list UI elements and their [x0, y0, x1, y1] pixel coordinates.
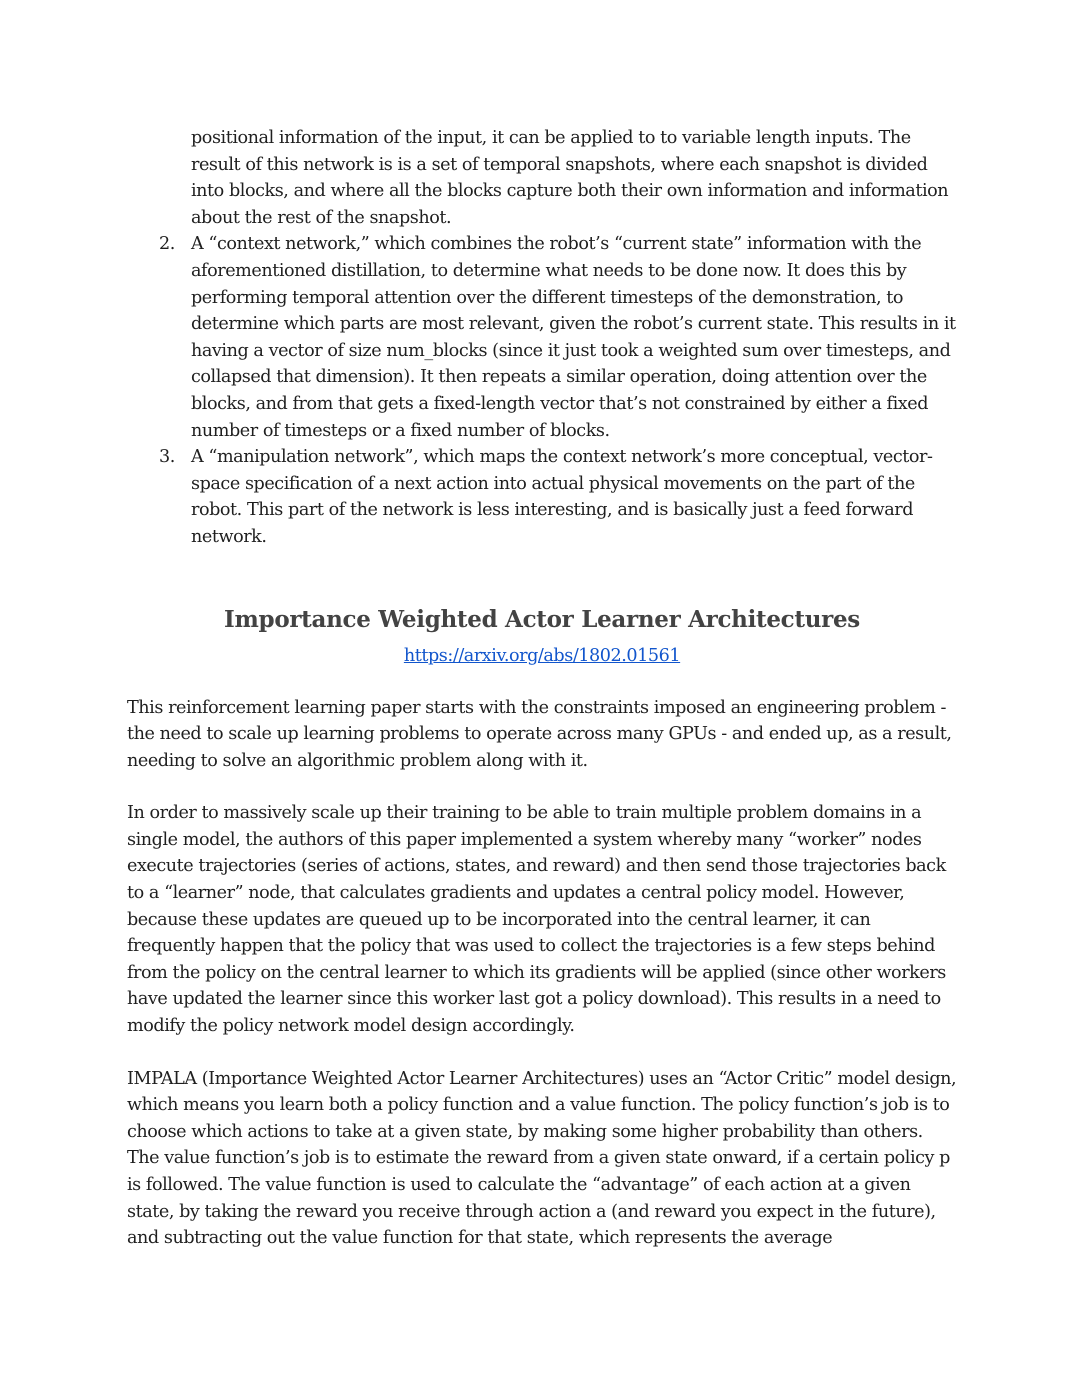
- list-item-2-text: A “context network,” which combines the robot’s “current state” information with the aforementioned distillation, to determine what needs to be done now. It does this by performing temporal attention over the different timesteps of the demonstration, to determine which parts are most relevant, given the robot’s current state. This results in it having a vector of size num_blocks (since it just took a weighted sum over timesteps, and collapsed that dimension). It then repeats a similar operation, doing attention over the blocks, and from that gets a fixed-length vector that’s not constrained by either a fixed number of timesteps or a fixed number of blocks.: [191, 234, 956, 441]
- list-item-2: [127, 231, 957, 444]
- list-item-1-text: positional information of the input, it can be applied to to variable length inputs. The result of this network is is a set of temporal snapshots, where each snapshot is divided into blocks, and where all the blocks capture both their own information and information about the rest of the snapshot.: [191, 128, 949, 228]
- list-item-3: [127, 444, 957, 550]
- paragraph-3: IMPALA (Importance Weighted Actor Learner Architectures) uses an “Actor Critic” model design, which means you learn both a policy function and a value function. The policy function’s job is to choose which actions to take at a given state, by making some higher probability than others. The value function’s job is to estimate the reward from a given state onward, if a certain policy p is followed. The value function is used to calculate the “advantage” of each action at a given state, by taking the reward you receive through action a (and reward you expect in the future), and subtracting out the value function for that state, which represents the average: [127, 1068, 957, 1249]
- paper-link[interactable]: https://arxiv.org/abs/1802.01561: [403, 645, 681, 666]
- page-content: [127, 125, 957, 1252]
- list-item-2-number: 2.: [159, 234, 175, 255]
- paragraph-1: This reinforcement learning paper starts with the constraints imposed an engineering problem - the need to scale up learning problems to operate across many GPUs - and ended up, as a result, needing to solve an algorithmic problem along with it.: [127, 697, 952, 771]
- list-item-3-text: A “manipulation network”, which maps the context network’s more conceptual, vector-space specification of a next action into actual physical movements on the part of the robot. This part of the network is less interesting, and is basically just a feed forward network.: [191, 447, 933, 547]
- list-item-3-number: 3.: [159, 447, 175, 468]
- paragraph-2: In order to massively scale up their training to be able to train multiple problem domains in a single model, the authors of this paper implemented a system whereby many “worker” nodes execute trajectories (series of actions, states, and reward) and then send those trajectories back to a “learner” node, that calculates gradients and updates a central policy model. However, because these updates are queued up to be incorporated into the central learner, it can frequently happen that the policy that was used to collect the trajectories is a few steps behind from the policy on the central learner to which its gradients will be applied (since other workers have updated the learner since this worker last got a policy download). This results in a need to modify the policy network model design accordingly.: [127, 803, 946, 1037]
- section-heading: Importance Weighted Actor Learner Architectures: [224, 605, 860, 633]
- list-item-1-continued: [127, 125, 957, 231]
